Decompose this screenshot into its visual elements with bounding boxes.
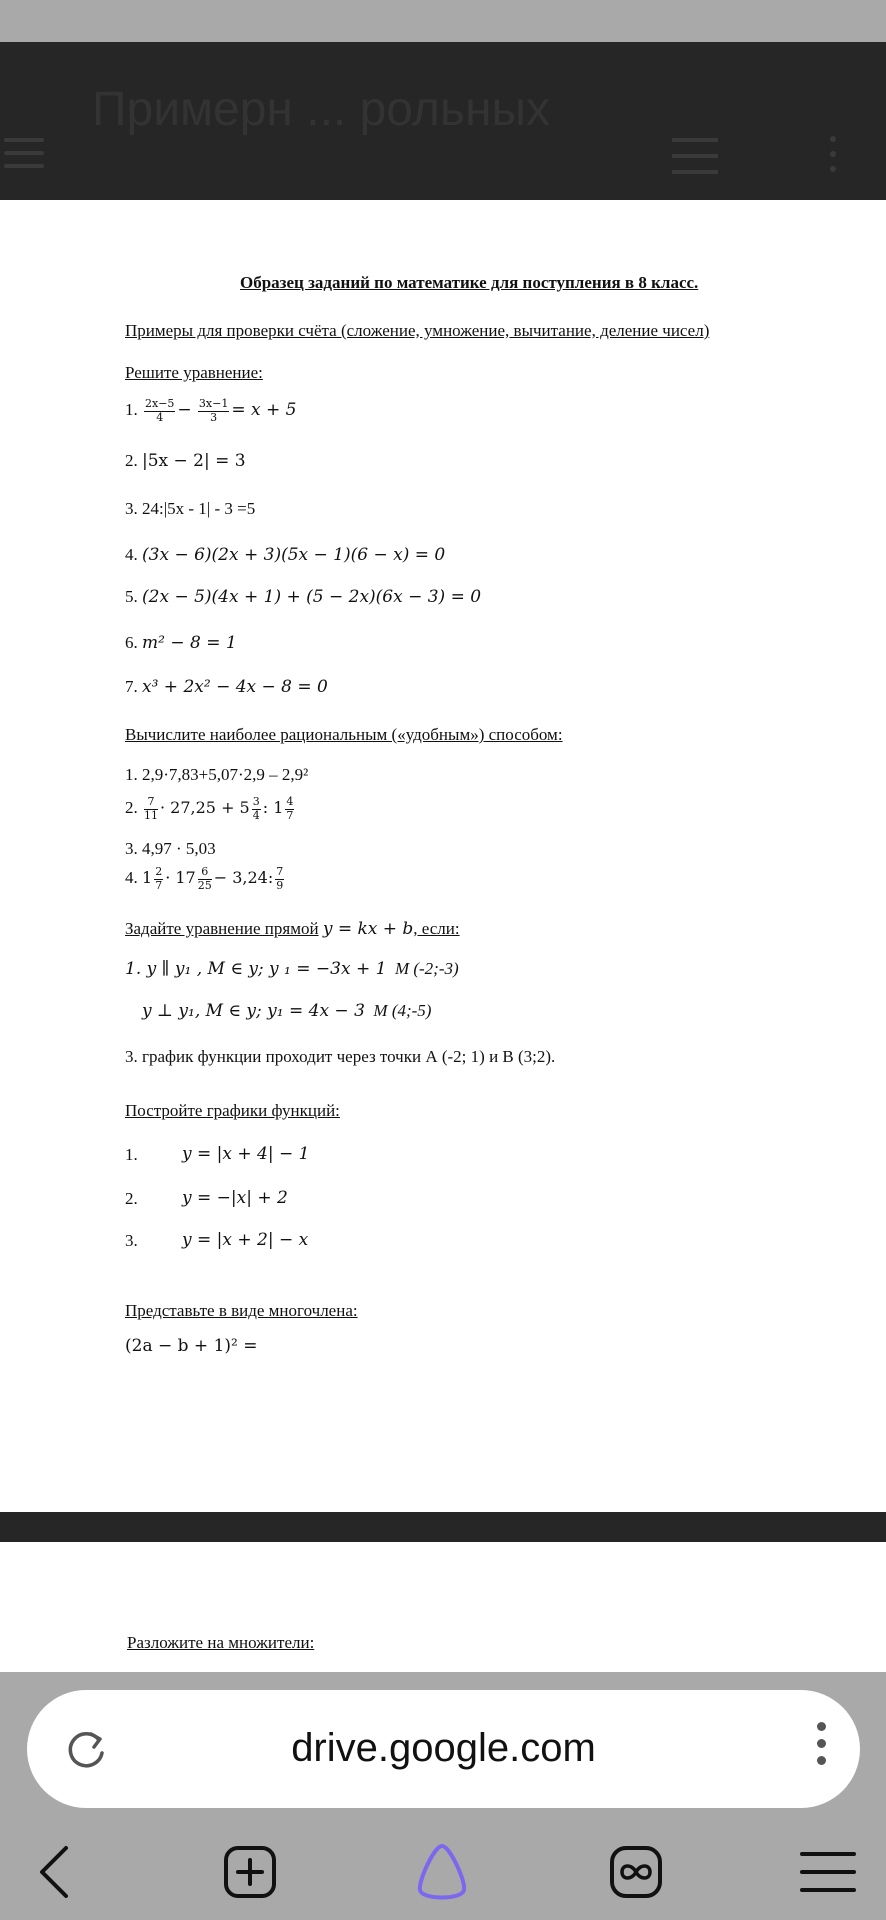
url-text: drive.google.com	[291, 1726, 596, 1770]
line-condition-1: 1. y ∥ y₁ , M ∈ y; y ₁ = −3x + 1 M (-2;-3)	[125, 959, 459, 979]
app-bar	[0, 42, 886, 200]
address-bar[interactable]	[27, 1690, 860, 1808]
more-options-icon[interactable]	[830, 136, 838, 176]
equation-6: 6. m² − 8 = 1	[125, 633, 237, 653]
page-separator	[0, 1512, 886, 1542]
graph-2: 2. y = −|x| + 2	[125, 1188, 288, 1208]
status-bar	[0, 0, 886, 42]
navigation-bar	[0, 1822, 886, 1920]
polynomial-1: (2a − b + 1)² =	[125, 1336, 258, 1356]
document-page	[0, 200, 886, 1512]
section-solve: Решите уравнение:	[125, 363, 263, 382]
section-line-equation: Задайте уравнение прямой y = kx + b, если:	[125, 919, 460, 939]
menu-icon[interactable]	[798, 1842, 858, 1902]
graph-1: 1. y = |x + 4| − 1	[125, 1144, 310, 1164]
line-condition-3: 3. график функции проходит через точки А (-2; 1) и В (3;2).	[125, 1047, 556, 1066]
section-graphs: Постройте графики функций:	[125, 1101, 340, 1120]
back-icon[interactable]	[24, 1842, 84, 1902]
calculation-1: 1. 2,9·7,83+5,07·2,9 – 2,9²	[125, 765, 309, 784]
graph-3: 3. y = |x + 2| − x	[125, 1230, 309, 1250]
equation-number: 1.	[125, 400, 138, 420]
equation-4: 4. (3x − 6)(2x + 3)(5x − 1)(6 − x) = 0	[125, 545, 446, 565]
calculation-3: 3. 4,97 · 5,03	[125, 839, 216, 858]
equation-2: 2. |5x − 2| = 3	[125, 451, 246, 471]
equation-3: 3. 24:|5x - 1| - 3 =5	[125, 499, 256, 518]
fraction: $\frac{2x-5}{4}$	[145, 397, 175, 424]
calculation-2: 2. $\frac{7}{11}$ · 27,25 + 5 $\frac{3}{4}$ : 1 $\frac{4}{7}$	[125, 795, 294, 822]
document-page-2	[0, 1542, 886, 1672]
document-heading: Образец заданий по математике для поступления в 8 класс.	[240, 273, 699, 292]
calculation-4: 4. 1 $\frac{2}{7}$ · 17 $\frac{6}{25}$ − 3,24: $\frac{7}{9}$	[125, 865, 284, 892]
tabs-icon[interactable]	[606, 1842, 666, 1902]
new-tab-icon[interactable]	[220, 1842, 280, 1902]
section-factor: Разложите на множители:	[127, 1633, 315, 1652]
grid-view-icon[interactable]	[672, 138, 718, 174]
section-polynomial: Представьте в виде многочлена:	[125, 1301, 358, 1320]
equation-1: 1. $\frac{2x-5}{4}$ − $\frac{3x-1}{3}$ = x + 5	[125, 397, 297, 424]
equation-5: 5. (2x − 5)(4x + 1) + (5 − 2x)(6x − 3) = 0	[125, 587, 482, 607]
section-arithmetic: Примеры для проверки счёта (сложение, умножение, вычитание, деление чисел)	[125, 321, 710, 340]
section-rational: Вычислите наиболее рациональным («удобным») способом:	[125, 725, 563, 744]
assistant-icon[interactable]	[412, 1842, 472, 1902]
more-options-icon[interactable]	[817, 1722, 827, 1776]
equation-7: 7. x³ + 2x² − 4x − 8 = 0	[125, 677, 328, 697]
document-title: Примерн ... рольных	[92, 83, 550, 136]
fraction: $\frac{3x-1}{3}$	[198, 397, 229, 424]
menu-icon[interactable]	[4, 138, 44, 172]
browser-toolbar	[0, 1672, 886, 1920]
line-condition-2: y ⊥ y₁, M ∈ y; y₁ = 4x − 3 M (4;-5)	[142, 1001, 432, 1021]
